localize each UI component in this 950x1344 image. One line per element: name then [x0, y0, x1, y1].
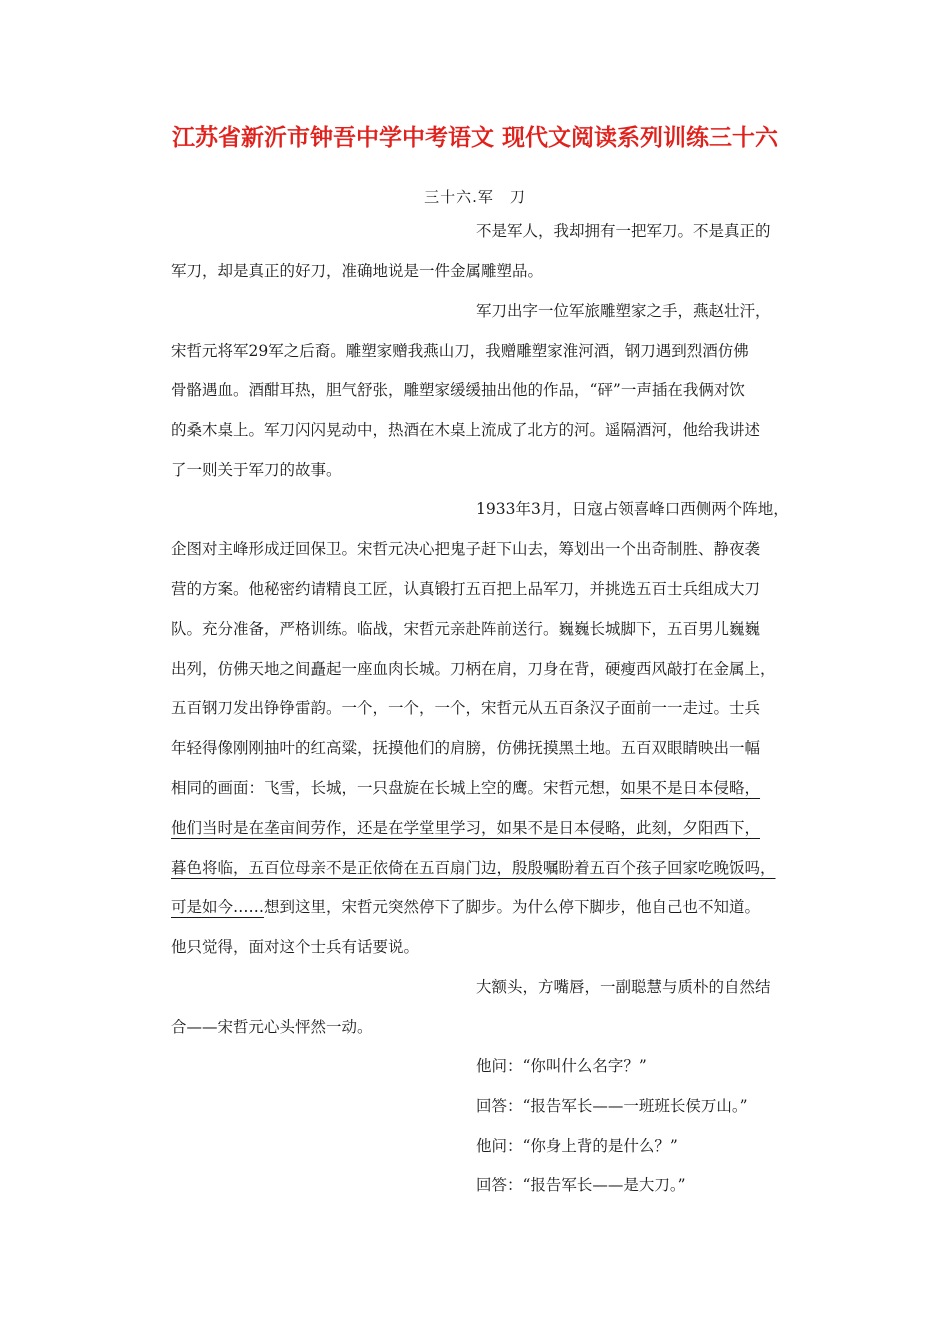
text-line: 回答：“报告军长——是大刀。” — [476, 1176, 686, 1194]
text-line: 他问：“你身上背的是什么？” — [476, 1137, 678, 1155]
text-line — [171, 776, 760, 800]
text-line: 军刀出字一位军旅雕塑家之手，燕赵壮汗， — [476, 302, 771, 320]
text-line: 营的方案。他秘密约请精良工匠，认真锻打五百把上品军刀，并挑选五百士兵组成大刀 — [171, 580, 761, 598]
underlined-passage: 他们当时是在垄亩间劳作，还是在学堂里学习，如果不是日本侵略，此刻，夕阳西下， — [171, 819, 761, 837]
text-line: 的桑木桌上。军刀闪闪晃动中，热酒在木桌上流成了北方的河。遥隔酒河，他给我讲述 — [171, 421, 761, 439]
text-line: 出列，仿佛天地之间矗起一座血肉长城。刀柄在肩，刀身在背，硬瘦西风敲打在金属上， — [171, 660, 776, 678]
text-line: 合——宋哲元心头怦然一动。 — [171, 1018, 373, 1036]
text-line: 1933年3月，日寇占领喜峰口西侧两个阵地， — [476, 500, 789, 518]
text-line: 五百钢刀发出铮铮雷韵。一个，一个，一个，宋哲元从五百条汉子面前一一走过。士兵 — [171, 699, 761, 717]
text-line: 不是军人，我却拥有一把军刀。不是真正的 — [476, 222, 771, 240]
document-title: 江苏省新沂市钟吾中学中考语文 现代文阅读系列训练三十六 — [171, 125, 778, 151]
text-line: 年轻得像刚刚抽叶的红高粱，抚摸他们的肩膀，仿佛抚摸黑土地。五百双眼睛映出一幅 — [171, 739, 761, 757]
text-line: 企图对主峰形成迂回保卫。宋哲元决心把鬼子赶下山去，筹划出一个出奇制胜、静夜袭 — [171, 540, 761, 558]
text-segment: 相同的画面：飞雪，长城，一只盘旋在长城上空的鹰。宋哲元想， — [171, 779, 621, 797]
text-line: 队。充分准备，严格训练。临战，宋哲元亲赴阵前送行。巍巍长城脚下，五百男儿巍巍 — [171, 620, 761, 638]
text-line — [171, 816, 760, 840]
underlined-passage: 可是如今…… — [171, 898, 265, 916]
text-line: 他问：“你叫什么名字？” — [476, 1057, 647, 1075]
text-segment: 想到这里，宋哲元突然停下了脚步。为什么停下脚步，他自己也不知道。 — [264, 898, 761, 916]
text-line — [171, 895, 760, 919]
underlined-passage: 暮色将临，五百位母亲不是正依倚在五百扇门边，殷殷嘱盼着五百个孩子回家吃晚饭吗， — [171, 859, 776, 877]
underlined-passage: 如果不是日本侵略， — [620, 779, 761, 797]
section-title: 三十六.军 刀 — [424, 188, 526, 206]
text-line: 了一则关于军刀的故事。 — [171, 461, 342, 479]
text-line: 宋哲元将军29军之后裔。雕塑家赠我燕山刀，我赠雕塑家淮河酒，钢刀遇到烈酒仿佛 — [171, 342, 749, 360]
text-line: 大额头，方嘴唇，一副聪慧与质朴的自然结 — [476, 978, 771, 996]
text-line: 他只觉得，面对这个士兵有话要说。 — [171, 938, 420, 956]
text-line — [171, 856, 776, 880]
text-line: 骨骼遇血。酒酣耳热，胆气舒张，雕塑家缓缓抽出他的作品，“砰”一声插在我俩对饮 — [171, 381, 745, 399]
text-line: 回答：“报告军长——一班班长侯万山。” — [476, 1097, 748, 1115]
text-line: 军刀，却是真正的好刀，准确地说是一件金属雕塑品。 — [171, 262, 544, 280]
